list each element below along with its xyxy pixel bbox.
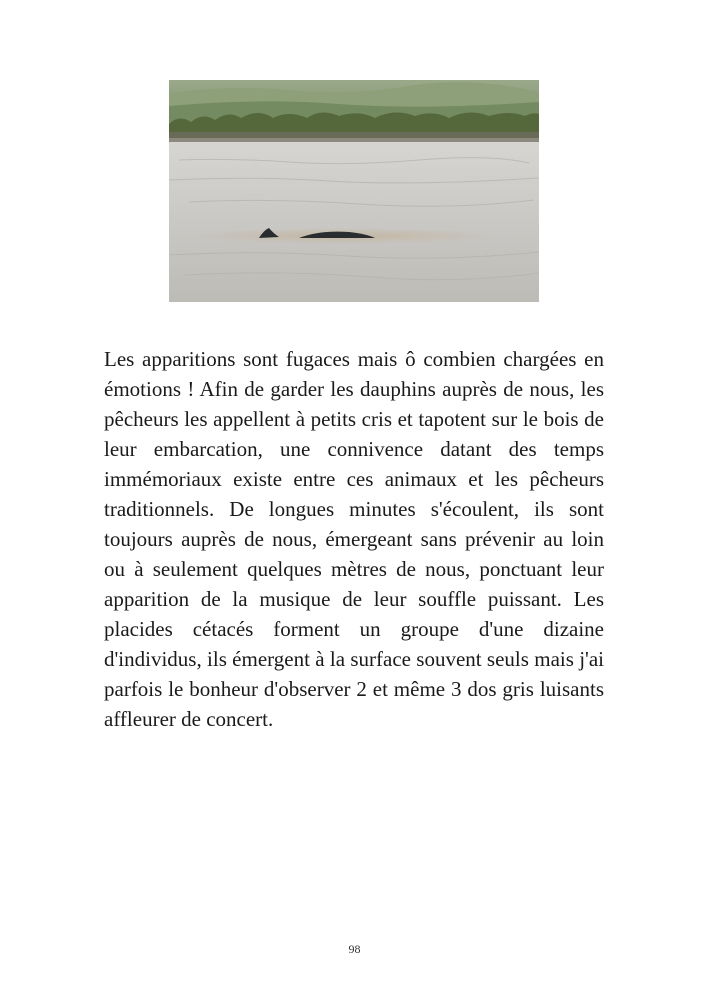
page-number: 98 <box>348 942 361 956</box>
dolphin-photo <box>169 80 539 302</box>
body-paragraph: Les apparitions sont fugaces mais ô combien chargées en émotions ! Afin de garder les dauphins auprès de nous, les pêcheurs les appellent à petits cris et tapotent sur le bois de leur embarcation, une connivence datant des temps immémoriaux existe entre ces animaux et les pêcheurs traditionnels. De longues minutes s'écoulent, ils sont toujours auprès de nous, émergeant sans prévenir au loin ou à seulement quelques mètres de nous, ponctuant leur apparition de la musique de leur souffle puissant. Les placides cétacés forment un groupe d'une dizaine d'individus, ils émergent à la surface souvent seuls mais j'ai parfois le bonheur d'observer 2 et même 3 dos gris luisants affleurer de concert. <box>104 347 604 731</box>
